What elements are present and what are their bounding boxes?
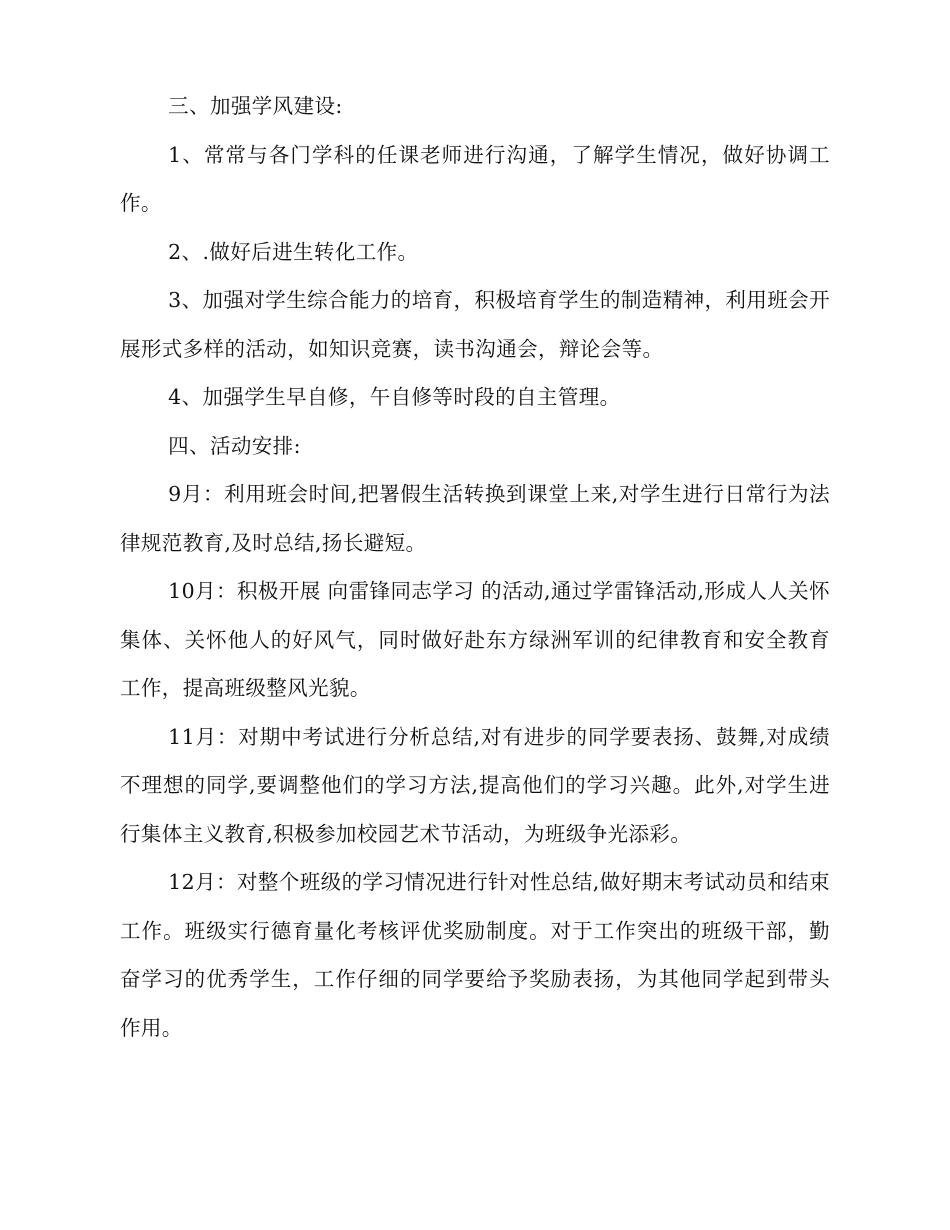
paragraph-item-3: 3、加强对学生综合能力的培育，积极培育学生的制造精神，利用班会开展形式多样的活动，如知识竞赛，读书沟通会，辩论会等。 bbox=[120, 288, 830, 361]
paragraph-november: 11月：对期中考试进行分析总结,对有进步的同学要表扬、鼓舞,对成绩不理想的同学,要调整他们的学习方法,提高他们的学习兴趣。此外,对学生进行集体主义教育,积极参加校园艺术节活动，为班级争光添彩。 bbox=[120, 724, 830, 846]
section-heading-study-style: 三、加强学风建设: bbox=[168, 94, 343, 118]
paragraph-october: 10月：积极开展 向雷锋同志学习 的活动,通过学雷锋活动,形成人人关怀集体、关怀他人的好风气，同时做好赴东方绿洲军训的纪律教育和安全教育工作，提高班级整风光貌。 bbox=[120, 579, 830, 700]
paragraph-item-1: 1、常常与各门学科的任课老师进行沟通，了解学生情况，做好协调工作。 bbox=[120, 142, 830, 215]
paragraph-september: 9月：利用班会时间,把署假生活转换到课堂上来,对学生进行日常行为法律规范教育,及时总结,扬长避短。 bbox=[120, 482, 830, 555]
section-heading-activities: 四、活动安排: bbox=[168, 433, 301, 458]
document-body bbox=[120, 82, 830, 1052]
paragraph-item-2: 2、.做好后进生转化工作。 bbox=[168, 239, 419, 264]
paragraph-item-4: 4、加强学生早自修，午自修等时段的自主管理。 bbox=[168, 385, 621, 409]
paragraph-december: 12月：对整个班级的学习情况进行针对性总结,做好期末考试动员和结束工作。班级实行德育量化考核评优奖励制度。对于工作突出的班级干部，勤奋学习的优秀学生，工作仔细的同学要给予奖励表扬，为其他同学起到带头作用。 bbox=[120, 870, 830, 1040]
